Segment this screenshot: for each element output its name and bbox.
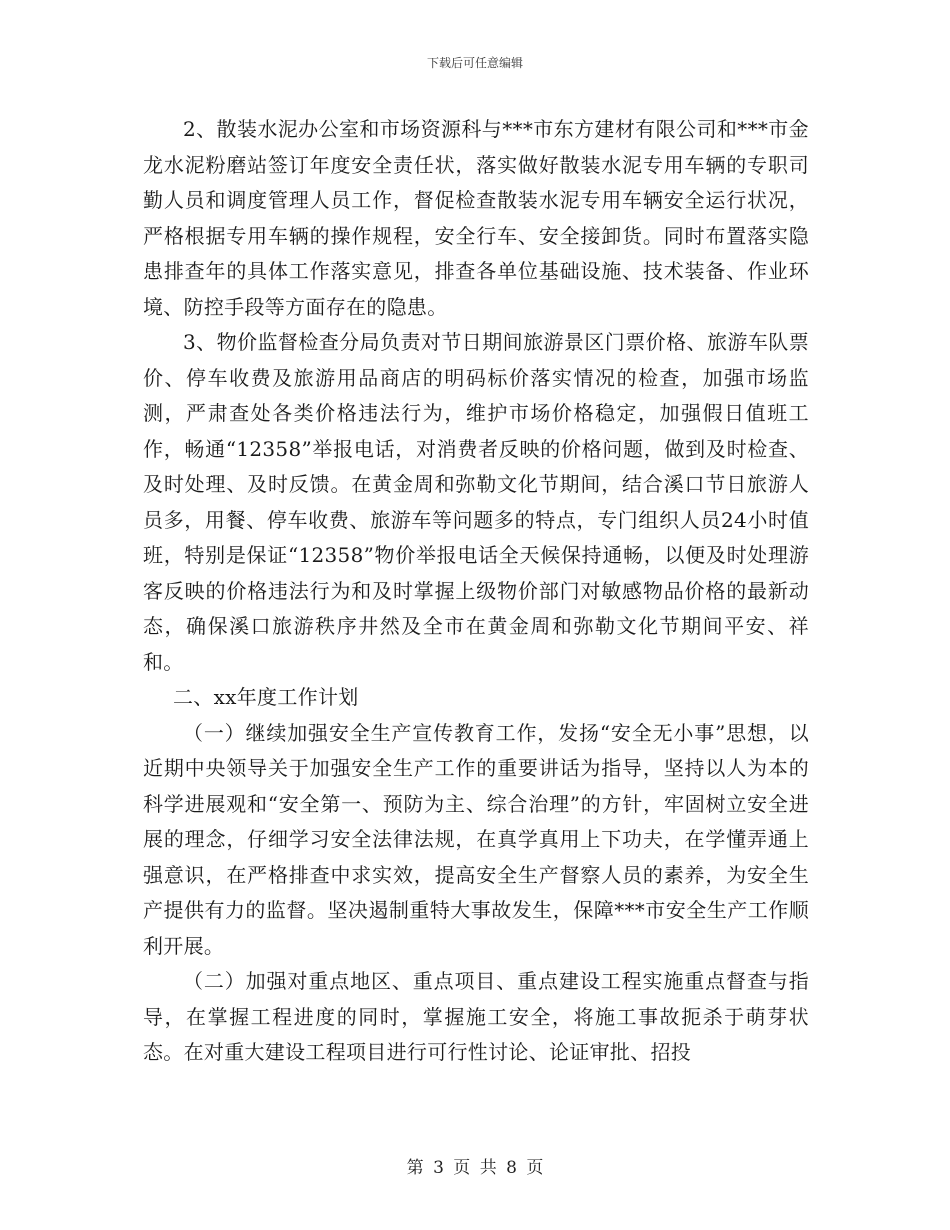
page-number: 第 3 页 共 8 页	[406, 1158, 544, 1178]
paragraph-plan-1: （一）继续加强安全生产宣传教育工作，发扬“安全无小事”思想，以近期中央领导关于加强安全生产工作的重要讲话为指导，坚持以人为本的科学进展观和“安全第一、预防为主、综合治理”的方针，牢固树立安全进展的理念，仔细学习安全法律法规，在真学真用上下功夫，在学懂弄通上强意识，在严格排查中求实效，提高安全生产督察人员的素养，为安全生产提供有力的监督。坚决遏制重特大事故发生，保障***市安全生产工作顺利开展。	[143, 720, 809, 958]
paragraph-item-3: 3、物价监督检查分局负责对节日期间旅游景区门票价格、旅游车队票价、停车收费及旅游用品商店的明码标价落实情况的检查，加强市场监测，严肃查处各类价格违法行为，维护市场价格稳定，加强假日值班工作，畅通“12358”举报电话，对消费者反映的价格问题，做到及时检查、及时处理、及时反馈。在黄金周和弥勒文化节期间，结合溪口节日旅游人员多，用餐、停车收费、旅游车等问题多的特点，专门组织人员24小时值班，特别是保证“12358”物价举报电话全天候保持通畅，以便及时处理游客反映的价格违法行为和及时掌握上级物价部门对敏感物品价格的最新动态，确保溪口旅游秩序井然及全市在黄金周和弥勒文化节期间平安、祥和。	[143, 330, 809, 674]
document-body	[143, 112, 809, 1071]
paragraph-item-2: 2、散装水泥办公室和市场资源科与***市东方建材有限公司和***市金龙水泥粉磨站签订年度安全责任状，落实做好散装水泥专用车辆的专职司勤人员和调度管理人员工作，督促检查散装水泥专用车辆安全运行状况，严格根据专用车辆的操作规程，安全行车、安全接卸货。同时布置落实隐患排查年的具体工作落实意见，排查各单位基础设施、技术装备、作业环境、防控手段等方面存在的隐患。	[143, 117, 809, 319]
paragraph-plan-2: （二）加强对重点地区、重点项目、重点建设工程实施重点督查与指导，在掌握工程进度的同时，掌握施工安全，将施工事故扼杀于萌芽状态。在对重大建设工程项目进行可行性讨论、论证审批、招投	[143, 969, 809, 1064]
header-note: 下载后可任意编辑	[426, 56, 523, 70]
section-heading: 二、xx年度工作计划	[173, 685, 359, 709]
